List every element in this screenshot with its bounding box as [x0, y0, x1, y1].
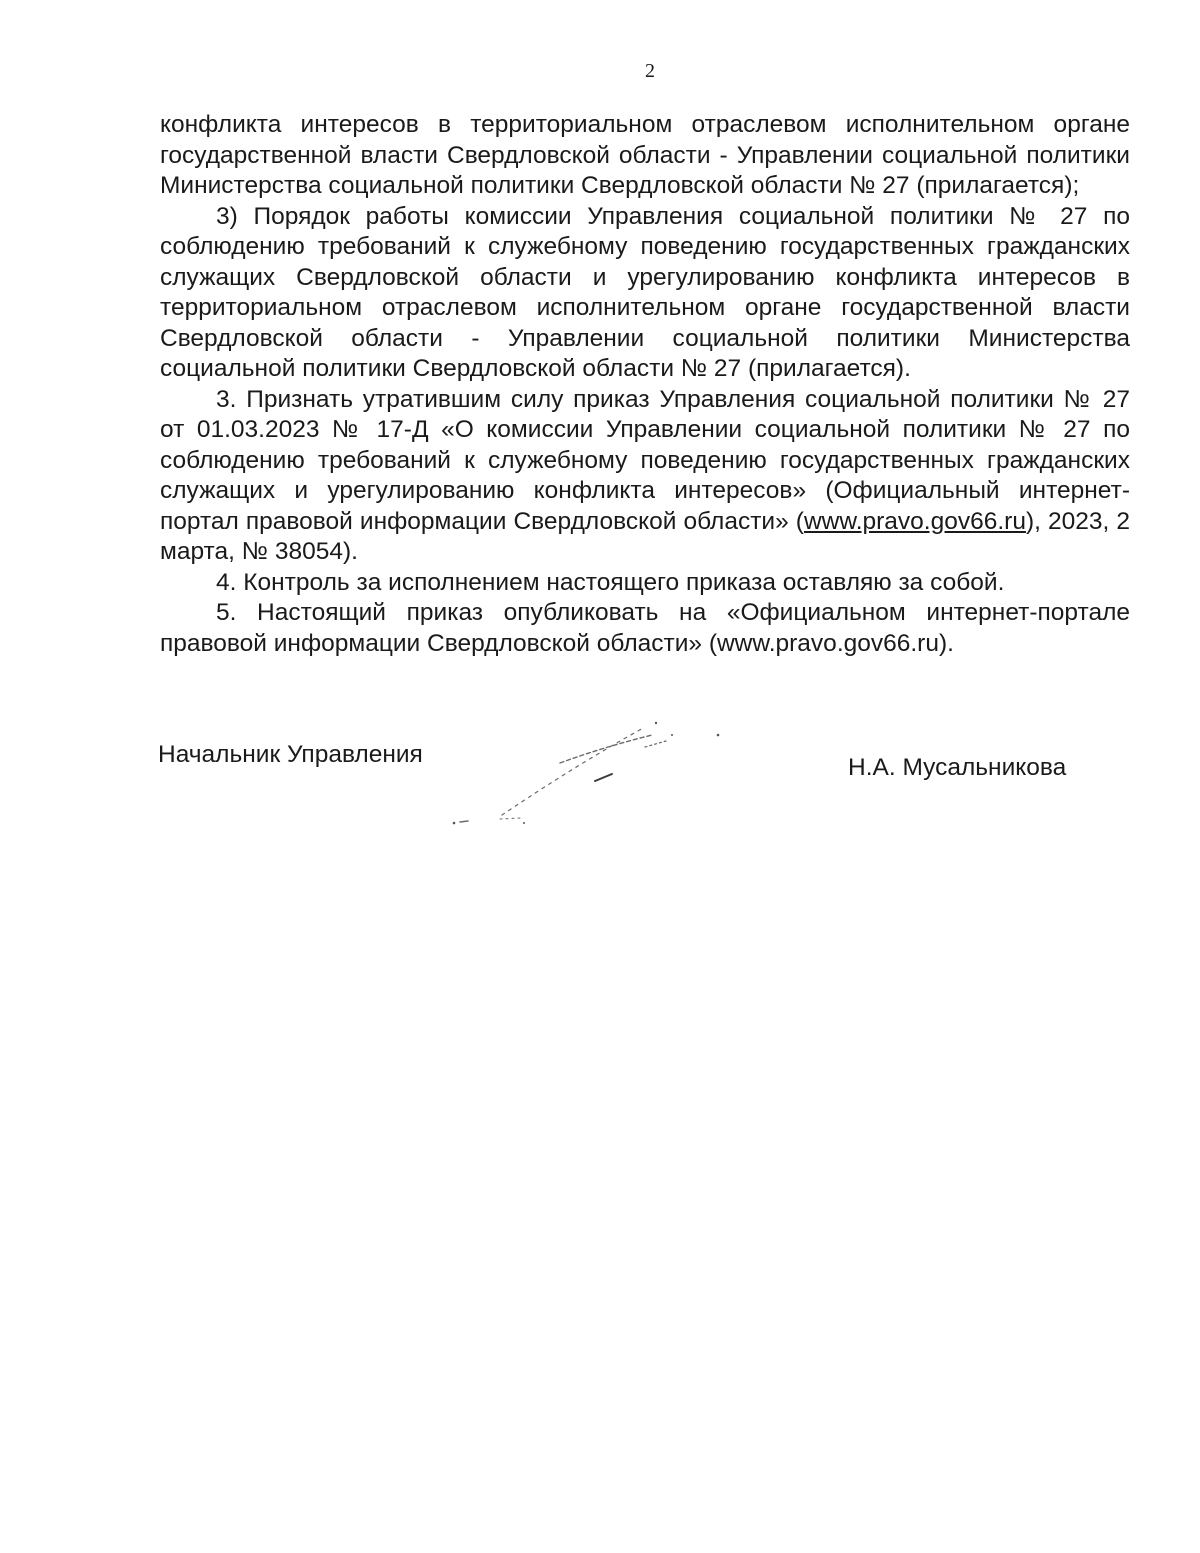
repeal-text-end: ), 2023, 2 марта, № 38054). — [160, 507, 1130, 565]
signatory-title: Начальник Управления — [158, 741, 423, 768]
signatory-name: Н.А. Мусальникова — [848, 754, 1067, 781]
paragraph-control: 4. Контроль за исполнением настоящего приказа оставляю за собой. — [216, 568, 1005, 596]
repeal-text: 3. Признать утратившим силу приказ Управления социальной политики № 27 от 01.03.2023 № 17-Д «О комиссии Управлении социальной политики № 27 по соблюдению требований к служебному поведению государственных гражданских служащих и урегулированию конфликта интересов» (Официальный интернет-портал правовой информации Свердловской области» ( — [160, 385, 1130, 535]
handwritten-signature — [440, 705, 740, 835]
paragraph-procedure: 3) Порядок работы комиссии Управления социальной политики № 27 по соблюдению требований к служебному поведению государственных гражданских служащих Свердловской области и урегулированию конфликта интересов в территориальном отраслевом исполнительном органе государственной власти Свердловской области - Управлении социальной политики Министерства социальной политики Свердловской области № 27 (прилагается). — [160, 202, 1130, 382]
paragraph-continuation: конфликта интересов в территориальном отраслевом исполнительном органе государственной власти Свердловской области - Управлении социальной политики Министерства социальной политики Свердловской области № 27 (прилагается); — [160, 111, 1130, 199]
page-number: 2 — [645, 60, 655, 82]
repeal-url: www.pravo.gov66.ru — [803, 507, 1026, 535]
paragraph-publication: 5. Настоящий приказ опубликовать на «Официальном интернет-портале правовой информации Свердловской области» (www.pravo.gov66.ru). — [160, 599, 1130, 657]
